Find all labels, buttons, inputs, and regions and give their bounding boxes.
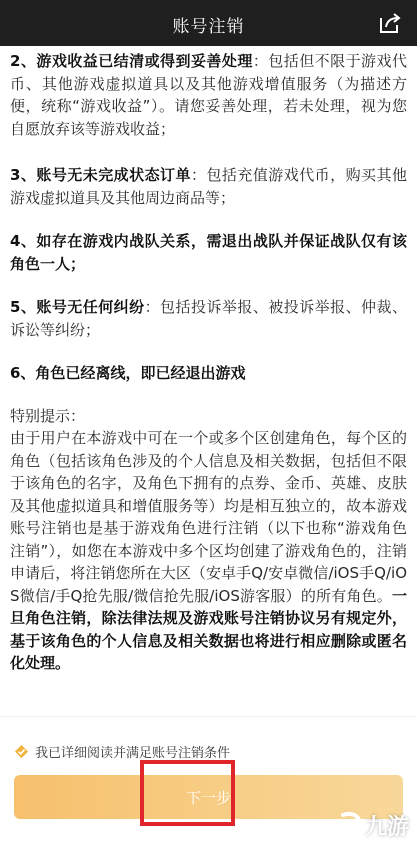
share-icon[interactable]	[377, 10, 403, 36]
condition-6	[10, 362, 407, 385]
special-heading: 特别提示：	[10, 407, 86, 425]
page-title: 账号注销	[172, 17, 245, 37]
agree-checkbox-row[interactable]	[14, 741, 230, 761]
watermark-text: 九游	[364, 815, 409, 840]
condition-4	[10, 230, 407, 275]
condition-2-text: ：包括但不限于游戏代币、其他游戏虚拟道具以及其他游戏增值服务（为描述方便，统称“游戏收益”）。请您妥善处理，若未处理，视为您自愿放弃该等游戏收益；	[10, 52, 407, 138]
special-notice	[10, 427, 407, 675]
special-notice-bold: 一旦角色注销，除法律法规及游戏账号注销协议另有规定外，基于该角色的个人信息及相关数据也将进行相应删除或匿名化处理。	[10, 586, 407, 672]
condition-2	[10, 50, 407, 140]
watermark	[337, 810, 409, 841]
checkbox-checked-icon[interactable]	[14, 744, 29, 759]
condition-6-title: 6、角色已经离线，即已经退出游戏	[10, 364, 246, 382]
condition-2-title: 2、游戏收益已结清或得到妥善处理	[10, 52, 253, 70]
condition-5-title: 5、账号无任何纠纷	[10, 298, 145, 316]
condition-3	[10, 164, 407, 209]
agree-label: 我已详细阅读并满足账号注销条件	[35, 745, 231, 761]
terms-content[interactable]	[0, 46, 417, 716]
condition-3-text: ：包括充值游戏代币，购买其他游戏虚拟道具及其他周边商品等；	[10, 166, 407, 207]
next-step-button[interactable]: 下一步	[14, 775, 403, 819]
app-header	[0, 0, 417, 46]
annotation-highlight-box	[140, 760, 235, 826]
jiuyou-logo-icon	[337, 811, 365, 841]
condition-5	[10, 296, 407, 341]
condition-4-title: 4、如存在游戏内战队关系，需退出战队并保证战队仅有该角色一人；	[10, 232, 407, 273]
special-notice-text: 由于用户在本游戏中可在一个或多个区创建角色，每个区的角色（包括该角色涉及的个人信息及相关数据，包括但不限于该角色的名字，及角色下拥有的点券、金币、英雄、皮肤及其他虚拟道具和增值服务等）均是相互独立的，故本游戏账号注销也是基于游戏角色进行注销（以下也称“游戏角色注销”），如您在本游戏中多个区均创建了游戏角色的，注销申请后，将注销您所在大区（安卓手Q/安卓微信/iOS手Q/iOS微信/手Q抢先服/微信抢先服/iOS游客服）的所有角色。	[10, 429, 407, 605]
condition-3-title: 3、账号无未完成状态订单	[10, 166, 191, 184]
condition-5-text: ：包括投诉举报、被投诉举报、仲裁、诉讼等纠纷；	[10, 298, 407, 339]
